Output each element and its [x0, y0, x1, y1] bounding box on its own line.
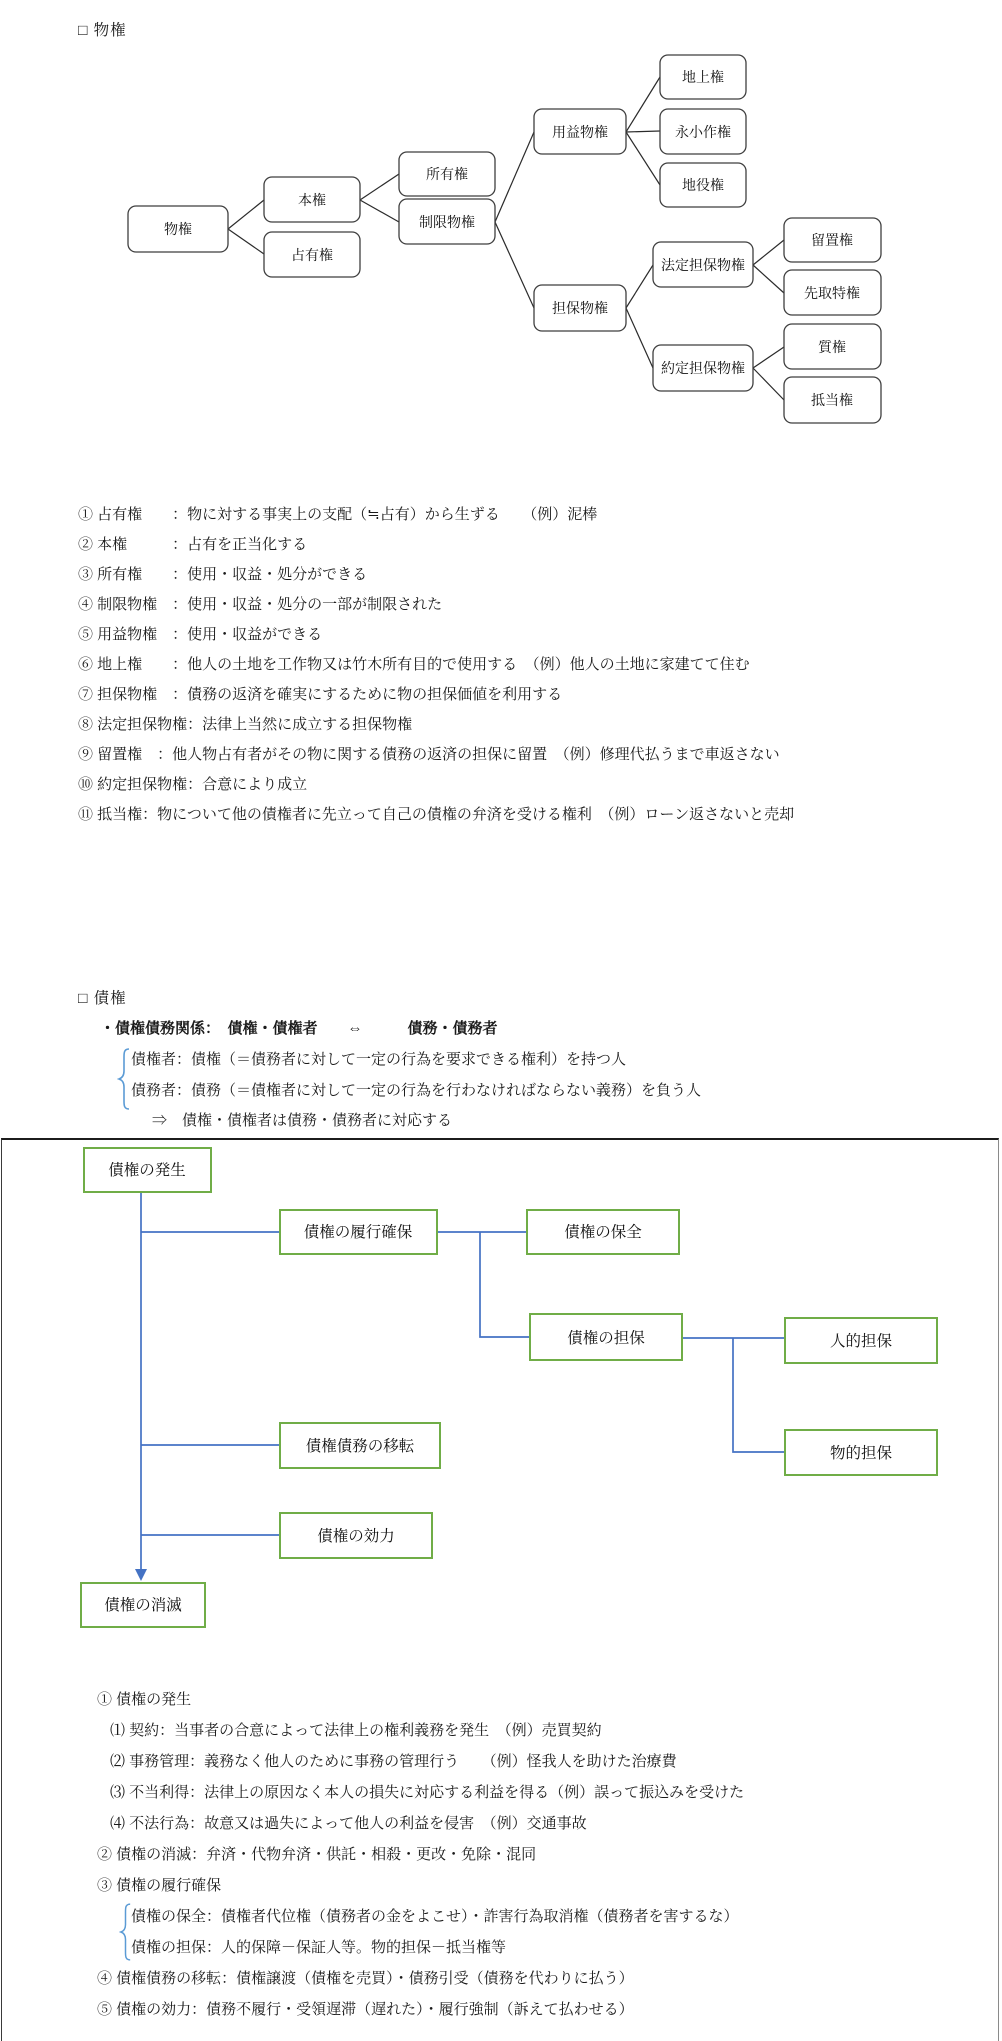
tree1-node-ryuchiken — [784, 218, 881, 262]
tree2-node-hozen — [527, 1210, 679, 1254]
note-line: ⑨ 留置権 ：他人物占有者がその物に関する債務の返済の担保に留置 （例）修理代払うまで車返さない — [78, 746, 780, 763]
note-line: ④ 債権債務の移転：債権譲渡（債権を売買）・債務引受（債務を代わりに払う） — [97, 1970, 634, 1987]
tree1-node-hotei — [653, 242, 753, 287]
note-line: ③ 債権の履行確保 — [97, 1877, 222, 1894]
tree1-label-chijoken: 地上権 — [682, 70, 724, 86]
claims-tree-diagram — [0, 1138, 1002, 1658]
note-line: ⑧ 法定担保物権：法律上当然に成立する担保物権 — [78, 716, 413, 733]
tree2-label-shoumetsu: 債権の消滅 — [104, 1597, 182, 1614]
tree1-label-yoeki: 用益物権 — [552, 125, 608, 141]
tree1-label-senyuken: 占有権 — [291, 248, 333, 264]
relation-line: ・債権債務関係： 債権・債権者 ⇔ 債務・債務者 — [100, 1020, 498, 1037]
tree2-node-kouryoku — [280, 1513, 432, 1558]
tree2-connectors — [135, 1192, 785, 1581]
tree1-label-chiekiken: 地役権 — [682, 178, 724, 194]
tree1-label-ryuchiken: 留置権 — [811, 233, 853, 249]
tree2-node-iten — [280, 1423, 440, 1468]
note-line: ⑤ 用益物権 ：使用・収益ができる — [78, 626, 323, 643]
tree1-node-yoeki — [534, 109, 626, 154]
tree1-node-chiekiken — [660, 163, 746, 207]
tree1-node-teitoken — [784, 377, 881, 423]
tree1-label-sakidori: 先取特権 — [804, 286, 860, 302]
tree1-label-shichiken: 質権 — [818, 340, 846, 356]
tree1-label-seigen: 制限物権 — [419, 215, 475, 231]
tree1-label-teitoken: 抵当権 — [811, 393, 853, 409]
tree2-node-rikou — [280, 1210, 437, 1254]
tree1-label-bukken: 物権 — [164, 222, 192, 238]
blue-brace-icon — [117, 1047, 131, 1111]
property-rights-tree-diagram — [0, 0, 1002, 460]
tree1-label-honken: 本権 — [298, 193, 326, 209]
tree1-label-eikosaku: 永小作権 — [675, 125, 731, 141]
note-line: ② 本権 ：占有を正当化する — [78, 536, 308, 553]
creditor-definition-line: 債権者：債権（＝債務者に対して一定の行為を要求できる権利）を持つ人 — [131, 1051, 627, 1068]
note-line: ⑥ 地上権 ：他人の土地を工作物又は竹木所有目的で使用する （例）他人の土地に家建てて住む — [78, 656, 750, 673]
note-line: ① 債権の発生 — [97, 1691, 192, 1708]
tree2-label-jinteki: 人的担保 — [829, 1333, 893, 1350]
tree1-node-tampo — [534, 285, 626, 331]
note-line: ④ 制限物権 ：使用・収益・処分の一部が制限された — [78, 596, 443, 613]
note-line: ⑩ 約定担保物権：合意により成立 — [78, 776, 308, 793]
note-line: ⑴ 契約：当事者の合意によって法律上の権利義務を発生 （例）売買契約 — [110, 1722, 602, 1739]
tree2-node-hassei — [84, 1148, 211, 1192]
note-line: ③ 所有権 ：使用・収益・処分ができる — [78, 566, 368, 583]
tree2-node-shoumetsu — [81, 1583, 205, 1627]
debtor-definition-line: 債務者：債務（＝債権者に対して一定の行為を行わなければならない義務）を負う人 — [131, 1082, 702, 1099]
note-line: ⑦ 担保物権 ：債務の返済を確実にするために物の担保価値を利用する — [78, 686, 563, 703]
note-line: ① 占有権 ：物に対する事実上の支配（≒占有）から生ずる （例）泥棒 — [78, 506, 598, 523]
tree1-label-hotei: 法定担保物権 — [661, 258, 745, 274]
tree1-node-eikosaku — [660, 109, 746, 154]
note-line: ⑪ 抵当権：物について他の債権者に先立って自己の債権の弁済を受ける権利 （例）ローン返さないと売却 — [78, 806, 795, 823]
tree2-node-jinteki — [785, 1318, 937, 1363]
section2-title: □ 債権 — [78, 990, 127, 1007]
tree1-label-tampo: 担保物権 — [552, 301, 608, 317]
note-line: ⑵ 事務管理：義務なく他人のために事務の管理行う （例）怪我人を助けた治療費 — [110, 1753, 677, 1770]
tree2-node-tampo — [530, 1314, 682, 1360]
tree1-node-shoyuken — [399, 152, 495, 196]
claims-notes-list — [97, 1684, 744, 2025]
tree1-node-shichiken — [784, 324, 881, 369]
correspondence-line: ⇒ 債権・債権者は債務・債務者に対応する — [152, 1112, 453, 1129]
note-line: ② 債権の消滅：弁済・代物弁済・供託・相殺・更改・免除・混同 — [97, 1846, 537, 1863]
tree2-label-tampo: 債権の担保 — [567, 1330, 645, 1347]
tree2-label-hozen: 債権の保全 — [564, 1224, 642, 1241]
tree1-node-yakutei — [653, 345, 753, 391]
tree2-label-kouryoku: 債権の効力 — [317, 1528, 395, 1545]
tree1-node-sakidori — [784, 270, 881, 315]
note-line: ⑶ 不当利得：法律上の原因なく本人の損失に対応する利益を得る（例）誤って振込みを受けた — [110, 1784, 745, 1801]
tree1-label-yakutei: 約定担保物権 — [661, 361, 745, 377]
tree1-node-seigen — [399, 199, 495, 244]
tree1-node-honken — [264, 177, 360, 222]
section1-title: □ 物権 — [78, 22, 127, 39]
note-line: 債権の保全：債権者代位権（債務者の金をよこせ）・詐害行為取消権（債務者を害するな） — [131, 1908, 739, 1925]
tree1-node-bukken — [128, 206, 228, 252]
note-line: ⑤ 債権の効力：債務不履行・受領遅滞（遅れた）・履行強制（訴えて払わせる） — [97, 2001, 634, 2018]
tree1-label-shoyuken: 所有権 — [426, 167, 468, 183]
tree2-label-rikou: 債権の履行確保 — [303, 1224, 413, 1241]
tree2-node-butteki — [785, 1430, 937, 1475]
tree1-node-senyuken — [264, 232, 360, 277]
property-rights-notes-list — [78, 500, 794, 830]
note-line: ⑷ 不法行為：故意又は過失によって他人の利益を侵害 （例）交通事故 — [110, 1815, 587, 1832]
tree2-label-iten: 債権債務の移転 — [305, 1438, 415, 1455]
arrow-down-icon — [135, 1569, 147, 1581]
tree2-label-butteki: 物的担保 — [829, 1445, 893, 1462]
tree2-label-hassei: 債権の発生 — [108, 1162, 186, 1179]
note-line: 債権の担保：人的保障－保証人等。物的担保－抵当権等 — [131, 1939, 507, 1956]
tree1-node-chijoken — [660, 55, 746, 99]
